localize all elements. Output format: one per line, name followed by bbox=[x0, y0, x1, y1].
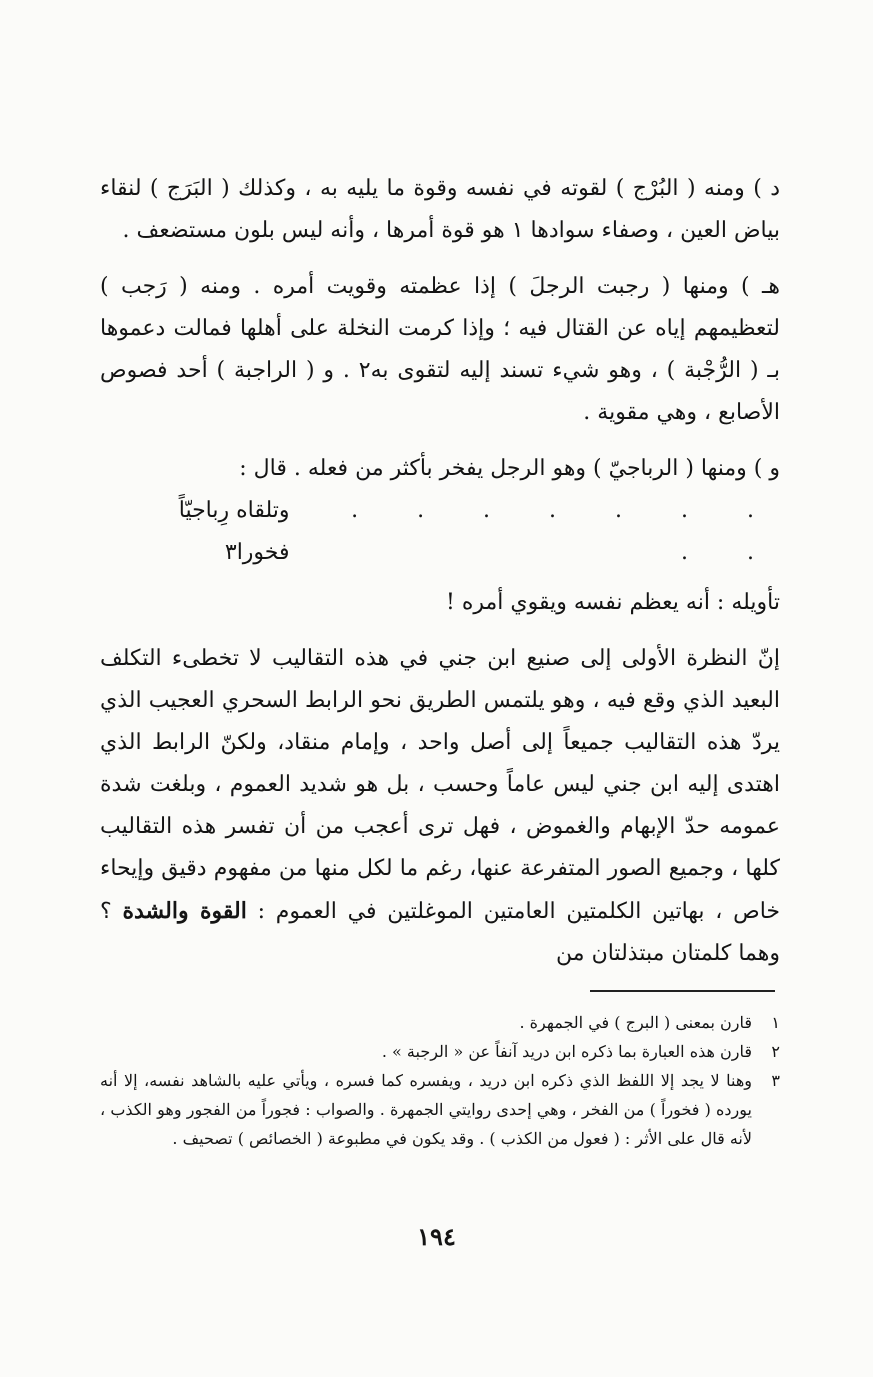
footnote-text: وهنا لا يجد إلا اللفظ الذي ذكره ابن دريد ، ويفسره كما فسره ، ويأتي عليه بالشاهد نفسه، إلا أنه يورده ( فخوراً ) من الفخر ، وهي إحدى روايتي الجمهرة . والصواب : فجوراً من الفجور وهو الكذب ، لأنه قال على الأثر : ( فعول من الكذب ) . وقد يكون في مطبوعة ( الخصائص ) تصحيف . bbox=[100, 1071, 752, 1148]
footnote-divider bbox=[590, 990, 775, 992]
footnote-2 bbox=[100, 1037, 780, 1066]
main-paragraph-end: ؟ وهما كلمتان مبتذلتان من bbox=[100, 899, 780, 966]
paragraph-waw: و ) ومنها ( الرباجيّ ) وهو الرجل يفخر بأكثر من فعله . قال : bbox=[239, 456, 780, 481]
verse-dots: . . . . . . . . . bbox=[351, 498, 780, 565]
footnote-text: قارن بمعنى ( البرج ) في الجمهرة . bbox=[519, 1013, 752, 1032]
footnote-3 bbox=[100, 1066, 780, 1153]
page-body bbox=[100, 168, 780, 975]
footnotes bbox=[100, 1008, 780, 1153]
footnote-number: ٢ bbox=[771, 1042, 780, 1061]
main-paragraph bbox=[100, 638, 780, 975]
verse-text: وتلقاه رِباجيّاً فخورا٣ bbox=[178, 498, 290, 565]
main-paragraph-text: إنّ النظرة الأولى إلى صنيع ابن جني في هذه التقاليب لا تخطىء التكلف البعيد الذي وقع فيه ، وهو يلتمس الطريق نحو الرابط السحري العجيب الذي يردّ هذه التقاليب جميعاً إلى أصل واحد ، وإمام منقاد، ولكنّ الرابط الذي اهتدى إليه ابن جني ليس عاماً وحسب ، بل هو شديد العموم ، وبلغت شدة عمومه حدّ الإبهام والغموض ، فهل ترى أعجب من أن تفسر هذه التقاليب كلها ، وجميع الصور المتفرعة عنها، رغم ما لكل منها من مفهوم دقيق وإيحاء خاص ، بهاتين الكلمتين العامتين الموغلتين في العموم : bbox=[100, 646, 781, 924]
footnote-number: ١ bbox=[771, 1013, 780, 1032]
interpretation-line: تأويله : أنه يعظم نفسه ويقوي أمره ! bbox=[445, 590, 780, 615]
footnote-number: ٣ bbox=[771, 1071, 780, 1090]
paragraph-ha: هـ ) ومنها ( رجبت الرجلَ ) إذا عظمته وقويت أمره . ومنه ( رَجب ) لتعظيمهم إياه عن القتال فيه ؛ وإذا كرمت النخلة على أهلها فمالت دعموها بـ ( الرُّجْبة ) ، وهو شيء تسند إليه لتقوى به٢ . و ( الراجبة ) أحد فصوص الأصابع ، وهي مقوية . bbox=[100, 274, 781, 425]
footnote-text: قارن هذه العبارة بما ذكره ابن دريد آنفاً عن « الرجبة » . bbox=[381, 1042, 752, 1061]
verse-line bbox=[100, 490, 780, 574]
bold-phrase: القوة والشدة bbox=[122, 898, 247, 924]
page-number: ١٩٤ bbox=[417, 1222, 456, 1251]
footnote-1 bbox=[100, 1008, 780, 1037]
paragraph-dal: د ) ومنه ( البُرْج ) لقوته في نفسه وقوة ما يليه به ، وكذلك ( البَرَج ) لنقاء بياض العين ، وصفاء سوادها ١ هو قوة أمرها ، وأنه ليس بلون مستضعف . bbox=[100, 176, 780, 243]
